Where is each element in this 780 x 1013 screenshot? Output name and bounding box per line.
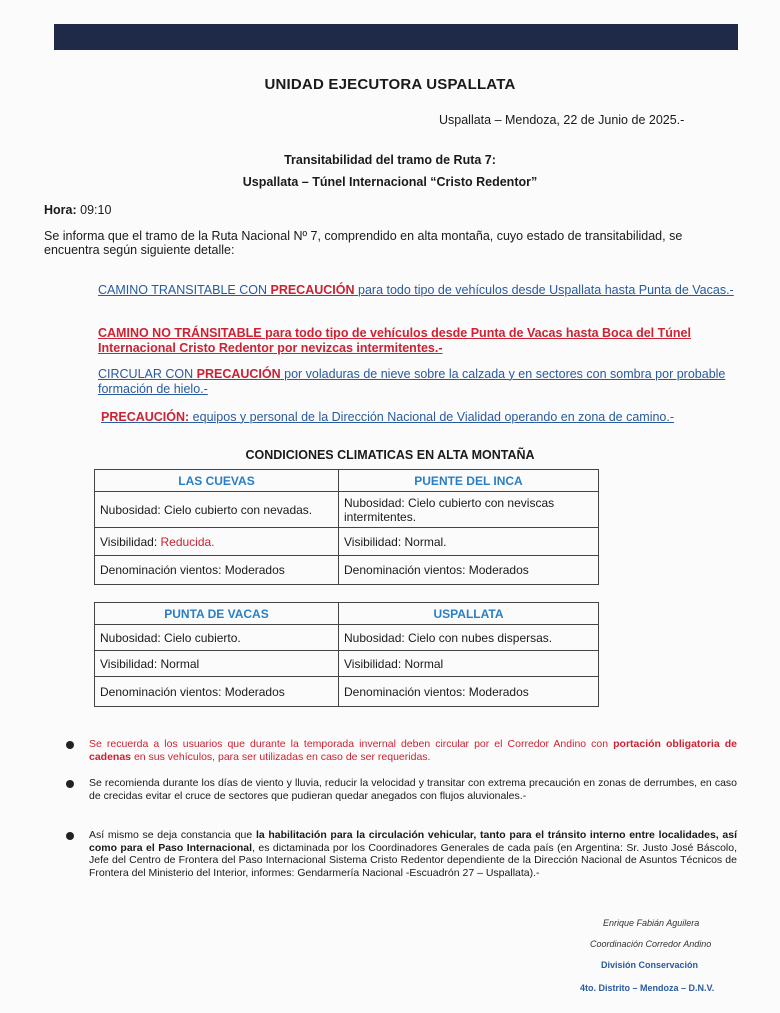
weather-table-2 [94, 602, 599, 707]
status-no-transitable [98, 326, 738, 356]
conditions-title: CONDICIONES CLIMATICAS EN ALTA MONTAÑA [245, 448, 535, 462]
location-header: LAS CUEVAS [95, 470, 339, 492]
intro-paragraph: Se informa que el tramo de la Ruta Nacional Nº 7, comprendido en alta montaña, cuyo estado de transitabilidad, se encuentra según siguiente detalle: [44, 229, 683, 257]
subject-line-2: Uspallata – Túnel Internacional “Cristo Redentor” [242, 175, 538, 189]
notice-text: Se recuerda a los usuarios que durante la temporada invernal deben circular por el Corredor Andino con [89, 738, 614, 750]
wind-cell: Denominación vientos: Moderados [95, 556, 339, 585]
precaution-highlight: PRECAUCIÓN: [101, 410, 190, 424]
status-text: CIRCULAR CON [98, 367, 197, 381]
wind-cell: Denominación vientos: Moderados [339, 677, 599, 707]
status-text: por voladuras de nieve sobre la calzada y en sectores con sombra por probable formación de hielo.- [98, 367, 726, 396]
signatory-role: Coordinación Corredor Andino [590, 939, 712, 949]
status-text: equipos y personal de la Dirección Nacional de Vialidad operando en zona de camino.- [189, 410, 675, 424]
time-label: Hora: [44, 203, 77, 217]
cloud-cell: Nubosidad: Cielo cubierto con nevadas. [95, 492, 339, 528]
visibility-label: Visibilidad: [100, 534, 161, 549]
status-transitable [98, 283, 738, 298]
report-time [44, 203, 111, 217]
cloud-cell: Nubosidad: Cielo cubierto. [95, 625, 339, 651]
status-text: para todo tipo de vehículos desde Punta de Vacas hasta Boca del Túnel Internacional Cristo Redentor por nevizcas intermitentes.- [98, 326, 691, 355]
cloud-cell: Nubosidad: Cielo cubierto con neviscas intermitentes. [339, 492, 599, 528]
status-text: para todo tipo de vehículos desde Uspallata hasta Punta de Vacas.- [354, 283, 734, 297]
status-text: CAMINO TRANSITABLE CON [98, 283, 271, 297]
notice-bold: la habilitación para la circulación vehicular, tanto para el tránsito interno entre localidades, así como para el Paso Internacional [89, 829, 737, 854]
subject-line-1: Transitabilidad del tramo de Ruta 7: [284, 153, 496, 167]
visibility-cell: Visibilidad: Normal [339, 651, 599, 677]
wind-cell: Denominación vientos: Moderados [95, 677, 339, 707]
notice-text: , es dictaminada por los Coordinadores Generales de cada país (en Argentina: Sr. Justo José Báscolo, Jefe del Centro de Frontera del Paso Internacional Sistema Cristo Redentor dependiente de la Dirección Nacional de Asuntos Técnicos de Frontera del Ministerio del Interior, informes: Gendarmería Nacional -Escuadrón 27 – Uspallata).- [89, 841, 737, 879]
visibility-cell: Visibilidad: Normal. [339, 528, 599, 556]
bullet-dot [66, 832, 74, 840]
closed-highlight: CAMINO NO TRÁNSITABLE [98, 326, 262, 340]
authority-notice [89, 829, 737, 879]
notice-text: en sus vehículos, para ser utilizadas en caso de ser requeridas. [131, 750, 431, 763]
precaution-highlight: PRECAUCIÓN [270, 283, 355, 297]
notice-text: Así mismo se deja constancia que [89, 829, 256, 841]
weather-table-1 [94, 469, 599, 585]
weather-recommendation: Se recomienda durante los días de viento y lluvia, reducir la velocidad y transitar con extrema precaución en zonas de derrumbes, en caso de crecidas evitar el cruce de sectores que pudieran quedar anegados con flujos aluvionales.- [89, 777, 737, 802]
notice-bold: portación obligatoria de cadenas [89, 738, 737, 763]
signatory-name: Enrique Fabián Aguilera [603, 918, 700, 928]
status-circular-precaucion [98, 367, 738, 397]
location-header: PUENTE DEL INCA [339, 470, 599, 492]
visibility-cell: Visibilidad: Normal [95, 651, 339, 677]
bullet-dot [66, 741, 74, 749]
signatory-district: 4to. Distrito – Mendoza – D.N.V. [580, 983, 715, 993]
wind-cell: Denominación vientos: Moderados [339, 556, 599, 585]
header-banner [54, 24, 738, 50]
location-header: PUNTA DE VACAS [95, 603, 339, 625]
chains-notice [89, 738, 737, 763]
unit-title: UNIDAD EJECUTORA USPALLATA [264, 76, 516, 93]
time-value: 09:10 [76, 203, 112, 217]
bullet-dot [66, 780, 74, 788]
visibility-cell [95, 528, 339, 556]
precaution-highlight: PRECAUCIÓN [196, 367, 281, 381]
report-date: Uspallata – Mendoza, 22 de Junio de 2025.- [439, 113, 685, 127]
visibility-reduced: Reducida. [160, 534, 215, 549]
signatory-division: División Conservación [601, 960, 699, 970]
location-header: USPALLATA [339, 603, 599, 625]
cloud-cell: Nubosidad: Cielo con nubes dispersas. [339, 625, 599, 651]
status-equipment [101, 410, 741, 425]
